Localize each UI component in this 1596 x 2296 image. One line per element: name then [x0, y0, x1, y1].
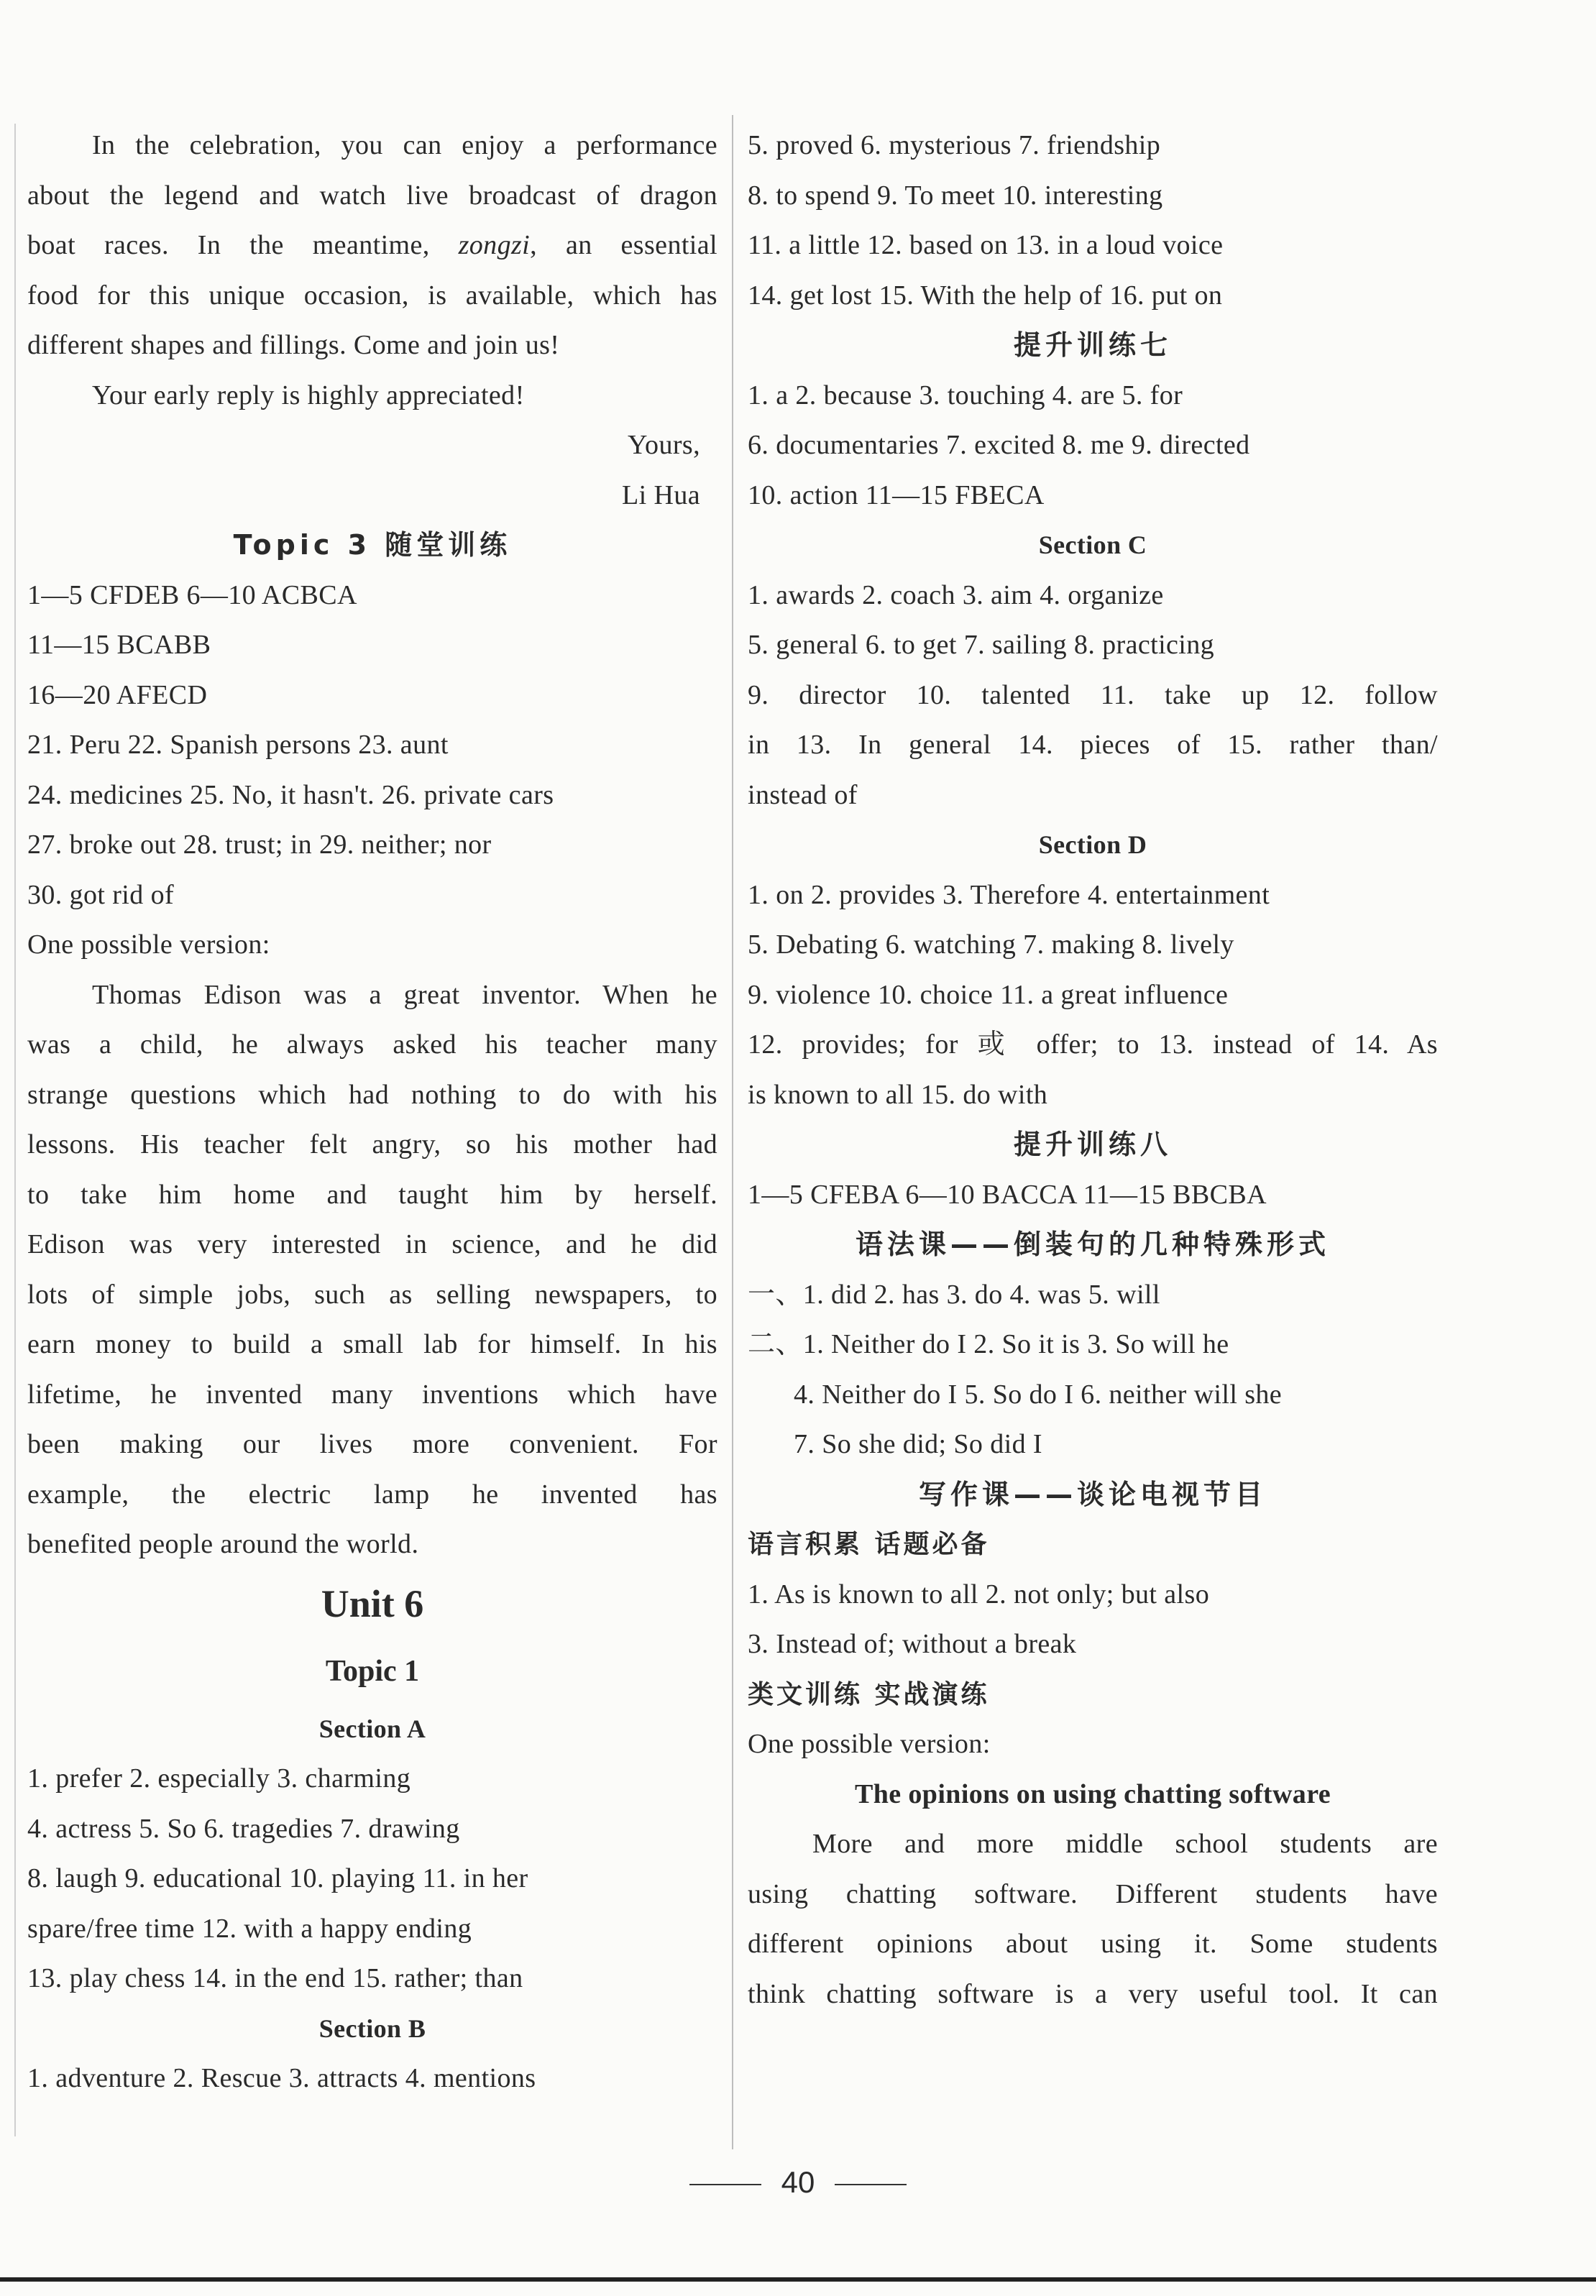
- page-footer: [0, 2165, 1596, 2208]
- section-c-heading: Section C: [1038, 531, 1147, 559]
- answer-line: 8. laugh 9. educational 10. playing 11. in her: [27, 1863, 528, 1893]
- answer-line: 1. prefer 2. especially 3. charming: [27, 1763, 411, 1794]
- answer-line: 27. broke out 28. trust; in 29. neither; nor: [27, 830, 492, 860]
- answer-line: 5. general 6. to get 7. sailing 8. practicing: [748, 630, 1215, 660]
- essay-line: lessons. His teacher felt angry, so his mother had: [27, 1129, 717, 1160]
- drill-8-heading: 提升训练八: [1013, 1129, 1172, 1160]
- answer-line: 13. play chess 14. in the end 15. rather; than: [27, 1963, 523, 1993]
- possible-version-label: One possible version:: [27, 929, 270, 960]
- answer-line: 10. action 11—15 FBECA: [748, 479, 1045, 510]
- essay-line: was a child, he always asked his teacher many: [27, 1029, 717, 1060]
- answer-line: spare/free time 12. with a happy ending: [27, 1913, 472, 1944]
- left-column: [27, 121, 717, 2104]
- essay-line: different opinions about using it. Some students: [748, 1929, 1438, 1959]
- essay-line: More and more middle school students are: [812, 1829, 1438, 1859]
- answer-line: 5. Debating 6. watching 7. making 8. lively: [748, 929, 1234, 960]
- answer-line: in 13. In general 14. pieces of 15. rather than/: [748, 730, 1438, 760]
- answer-line: 11. a little 12. based on 13. in a loud voice: [748, 230, 1224, 260]
- section-d-heading: Section D: [1038, 830, 1147, 859]
- essay-line: been making our lives more convenient. For: [27, 1429, 717, 1459]
- footer-dash-right: [835, 2184, 907, 2185]
- essay-line: lifetime, he invented many inventions which have: [27, 1379, 717, 1410]
- essay-line: lots of simple jobs, such as selling newspapers, to: [27, 1279, 717, 1310]
- answer-line: 1—5 CFDEB 6—10 ACBCA: [27, 579, 357, 610]
- answer-line: 9. director 10. talented 11. take up 12. follow: [748, 679, 1438, 710]
- essay-line: Edison was very interested in science, and he did: [27, 1229, 717, 1259]
- answer-line: 4. actress 5. So 6. tragedies 7. drawing: [27, 1813, 460, 1844]
- unit-title: Unit 6: [321, 1581, 424, 1625]
- answer-line: 16—20 AFECD: [27, 679, 208, 710]
- zongzi-word: zongzi: [458, 230, 531, 260]
- answer-line: 1. awards 2. coach 3. aim 4. organize: [748, 579, 1164, 610]
- answer-line: 二、1. Neither do I 2. So it is 3. So will he: [748, 1329, 1229, 1359]
- answer-line: 5. proved 6. mysterious 7. friendship: [748, 130, 1161, 160]
- section-b-heading: Section B: [318, 2013, 426, 2043]
- footer-dash-left: [689, 2184, 761, 2185]
- answer-line: 14. get lost 15. With the help of 16. put on: [748, 280, 1223, 311]
- answer-line: 一、1. did 2. has 3. do 4. was 5. will: [748, 1279, 1160, 1310]
- answer-line: is known to all 15. do with: [748, 1079, 1048, 1110]
- column-divider: [732, 115, 733, 2149]
- essay-line: using chatting software. Different students have: [748, 1878, 1438, 1909]
- practice-heading: 类文训练 实战演练: [748, 1679, 990, 1709]
- topic3-heading: Topic 3 随堂训练: [233, 529, 512, 561]
- answer-line: 1. a 2. because 3. touching 4. are 5. for: [748, 380, 1183, 410]
- page-number: 40: [781, 2165, 815, 2199]
- language-accumulation-heading: 语言积累 话题必备: [748, 1530, 990, 1559]
- left-margin-rule: [14, 124, 16, 2136]
- bottom-edge-rule: [0, 2277, 1596, 2282]
- answer-line: 30. got rid of: [27, 879, 175, 910]
- essay-line: to take him home and taught him by herself.: [27, 1179, 717, 1210]
- essay-line: earn money to build a small lab for himself. In his: [27, 1329, 717, 1359]
- topic-title: Topic 1: [325, 1654, 420, 1688]
- answer-line: 1—5 CFEBA 6—10 BACCA 11—15 BBCBA: [748, 1179, 1267, 1210]
- answer-line: 6. documentaries 7. excited 8. me 9. directed: [748, 430, 1250, 460]
- essay-line: benefited people around the world.: [27, 1529, 419, 1559]
- letter-line: food for this unique occasion, is available, which has: [27, 280, 717, 311]
- letter-line-zongzi: boat races. In the meantime, zongzi, an essential: [27, 230, 717, 260]
- letter-closing: Your early reply is highly appreciated!: [92, 380, 525, 410]
- answer-line: 3. Instead of; without a break: [748, 1629, 1077, 1659]
- letter-line: about the legend and watch live broadcast of dragon: [27, 180, 717, 211]
- letter-line: In the celebration, you can enjoy a performance: [92, 130, 717, 160]
- answer-line: 24. medicines 25. No, it hasn't. 26. private cars: [27, 779, 554, 810]
- answer-line: 8. to spend 9. To meet 10. interesting: [748, 180, 1163, 211]
- section-a-heading: Section A: [318, 1714, 426, 1743]
- answer-line: 1. As is known to all 2. not only; but also: [748, 1579, 1210, 1610]
- essay-title: The opinions on using chatting software: [854, 1778, 1331, 1809]
- essay-line: example, the electric lamp he invented has: [27, 1479, 717, 1510]
- letter-signature: Li Hua: [622, 479, 700, 510]
- answer-line: 4. Neither do I 5. So do I 6. neither will she: [794, 1379, 1283, 1410]
- writing-lesson-heading: 写作课——谈论电视节目: [918, 1478, 1267, 1510]
- essay-line: Thomas Edison was a great inventor. When he: [92, 979, 717, 1010]
- grammar-lesson-heading: 语法课——倒装句的几种特殊形式: [855, 1229, 1330, 1260]
- answer-line: 9. violence 10. choice 11. a great influence: [748, 979, 1229, 1010]
- essay-line: strange questions which had nothing to do with his: [27, 1079, 717, 1110]
- letter-signoff: Yours,: [628, 430, 700, 460]
- answer-line: 12. provides; for 或 offer; to 13. instead of 14. As: [748, 1029, 1438, 1060]
- letter-line: different shapes and fillings. Come and join us!: [27, 330, 560, 360]
- essay-line: think chatting software is a very useful tool. It can: [748, 1978, 1438, 2009]
- right-column: [748, 121, 1438, 2019]
- answer-line: 1. on 2. provides 3. Therefore 4. entertainment: [748, 879, 1270, 910]
- answer-line: 1. adventure 2. Rescue 3. attracts 4. mentions: [27, 2063, 536, 2093]
- drill-7-heading: 提升训练七: [1013, 329, 1172, 361]
- answer-line: 11—15 BCABB: [27, 630, 211, 660]
- answer-line: instead of: [748, 779, 858, 810]
- answer-line: 21. Peru 22. Spanish persons 23. aunt: [27, 730, 449, 760]
- possible-version-label: One possible version:: [748, 1729, 991, 1759]
- answer-line: 7. So she did; So did I: [794, 1429, 1042, 1459]
